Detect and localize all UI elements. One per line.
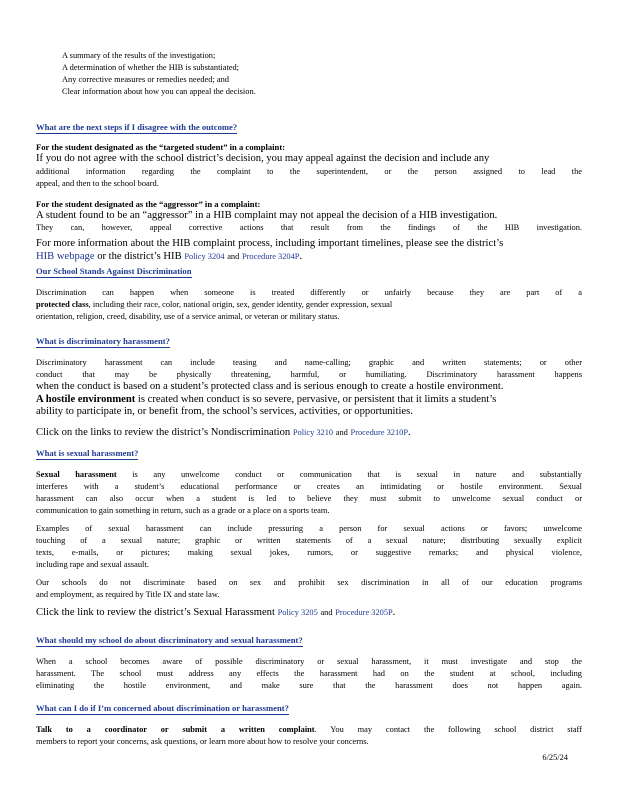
targeted-student-title: For the student designated as the “targeted student” in a complaint:	[36, 142, 286, 152]
list-item: A determination of whether the HIB is substantiated;	[62, 63, 239, 72]
procedure-3205p-link[interactable]: Procedure 3205P	[335, 608, 393, 617]
procedure-3210p-link[interactable]: Procedure 3210P	[350, 427, 408, 437]
policy-3205-link[interactable]: Policy 3205	[277, 608, 318, 617]
section-heading: Our School Stands Against Discrimination	[36, 266, 192, 276]
sexual-harassment-term: Sexual harassment	[36, 470, 117, 479]
talk-to-coordinator-term: Talk to a coordinator or submit a written complaint	[36, 725, 315, 734]
list-item: Any corrective measures or remedies needed; and	[62, 75, 229, 84]
section-heading: What is sexual harassment?	[36, 448, 139, 458]
section-heading: What are the next steps if I disagree with the outcome?	[36, 122, 238, 132]
section-stands-against-discrimination: Our School Stands Against Discrimination Discrimination can happen when someone is treated differently or unfairly because they are part of a protected class, including their race, color, national origin, sex, gender identity, gender expression, sexual orientation, religion, creed, disability, use of a service animal, or veteran or military status.	[36, 266, 582, 321]
decision-notice-list	[36, 50, 582, 98]
section-discriminatory-harassment: What is discriminatory harassment? Discriminatory harassment can include teasing and name-calling; graphic and written statements; or other conduct that may be physically threatening, harmful, or humiliating. Discriminatory harassment happens when the conduct is based on a student’s protected class and is serious enough to create a hostile environment. A hostile environment is created when conduct is so severe, pervasive, or persistent that it limits a student’s ability to participate in, or benefit from, the school’s services, activities, or opportunities. Click on the links to review the district’s Nondiscrimination Policy 3210 and Procedure 3210P.	[36, 336, 582, 438]
policy-3210-link[interactable]: Policy 3210	[292, 427, 334, 437]
aggressor-title: For the student designated as the “aggressor” in a complaint:	[36, 198, 261, 209]
list-item: Clear information about how you can appeal the decision.	[62, 87, 256, 96]
section-next-steps: What are the next steps if I disagree with the outcome? For the student designated as the “targeted student” in a complaint: If you do not agree with the school district’s decision, you may appeal against the decision and include any additional information regarding the complaint to the superintendent, or the person assigned to lead the appeal, and then to the school board. For the student designated as the “aggressor” in a complaint: A student found to be an “aggressor” in a HIB complaint may not appeal the decision of a HIB investigation. They can, however, appeal corrective actions that result from the findings of the HIB investigation. For more information about the HIB complaint process, including important timelines, please see the district’s HIB webpage or the district’s HIB Policy 3204 and Procedure 3204P.	[36, 122, 582, 262]
section-sexual-harassment: What is sexual harassment? Sexual harassment is any unwelcome conduct or communication that is sexual in nature and substantially interferes with a student’s educational performance or creates an intimidating or hostile environment. Sexual harassment can also occur when a student is led to believe they must submit to unwelcome sexual conduct or communication to gain something in return, such as a grade or a place on a sports team. Examples of sexual harassment can include pressuring a person for sexual actions or favors; unwelcome touching of a sexual nature; graphic or written statements of a sexual nature; distributing sexually explicit texts, e-mails, or pictures; making sexual jokes, rumors, or suggestive remarks; and physical violence, including rape and sexual assault. Our schools do not discriminate based on sex and prohibit sex discrimination in all of our education programs and employment, as required by Title IX and state law. Click the link to review the district’s Sexual Harassment Policy 3205 and Procedure 3205P.	[36, 448, 582, 618]
policy-3204-link[interactable]: Policy 3204	[184, 251, 225, 261]
section-school-response: What should my school do about discriminatory and sexual harassment? When a school becomes aware of possible discriminatory or sexual harassment, it must investigate and stop the harassment. The school must address any effects the harassment had on the student at school, including eliminating the hostile environment, and make sure that the harassment does not happen again.	[36, 635, 582, 690]
hostile-environment-term: A hostile environment	[36, 393, 136, 405]
section-heading: What can I do if I’m concerned about discrimination or harassment?	[36, 703, 289, 713]
procedure-3204p-link[interactable]: Procedure 3204P	[241, 251, 300, 261]
hib-webpage-link[interactable]: HIB webpage	[36, 250, 95, 262]
list-item: A summary of the results of the investigation;	[62, 51, 216, 60]
section-what-can-i-do: What can I do if I’m concerned about discrimination or harassment? Talk to a coordinator or submit a written complaint. You may contact the following school district staff members to report your concerns, ask questions, or learn more about how to resolve your concerns.	[36, 703, 582, 746]
section-heading: What is discriminatory harassment?	[36, 336, 170, 346]
protected-class-term: protected class	[36, 300, 89, 309]
section-heading: What should my school do about discriminatory and sexual harassment?	[36, 635, 303, 645]
footer-date: 6/25/24	[542, 753, 568, 762]
